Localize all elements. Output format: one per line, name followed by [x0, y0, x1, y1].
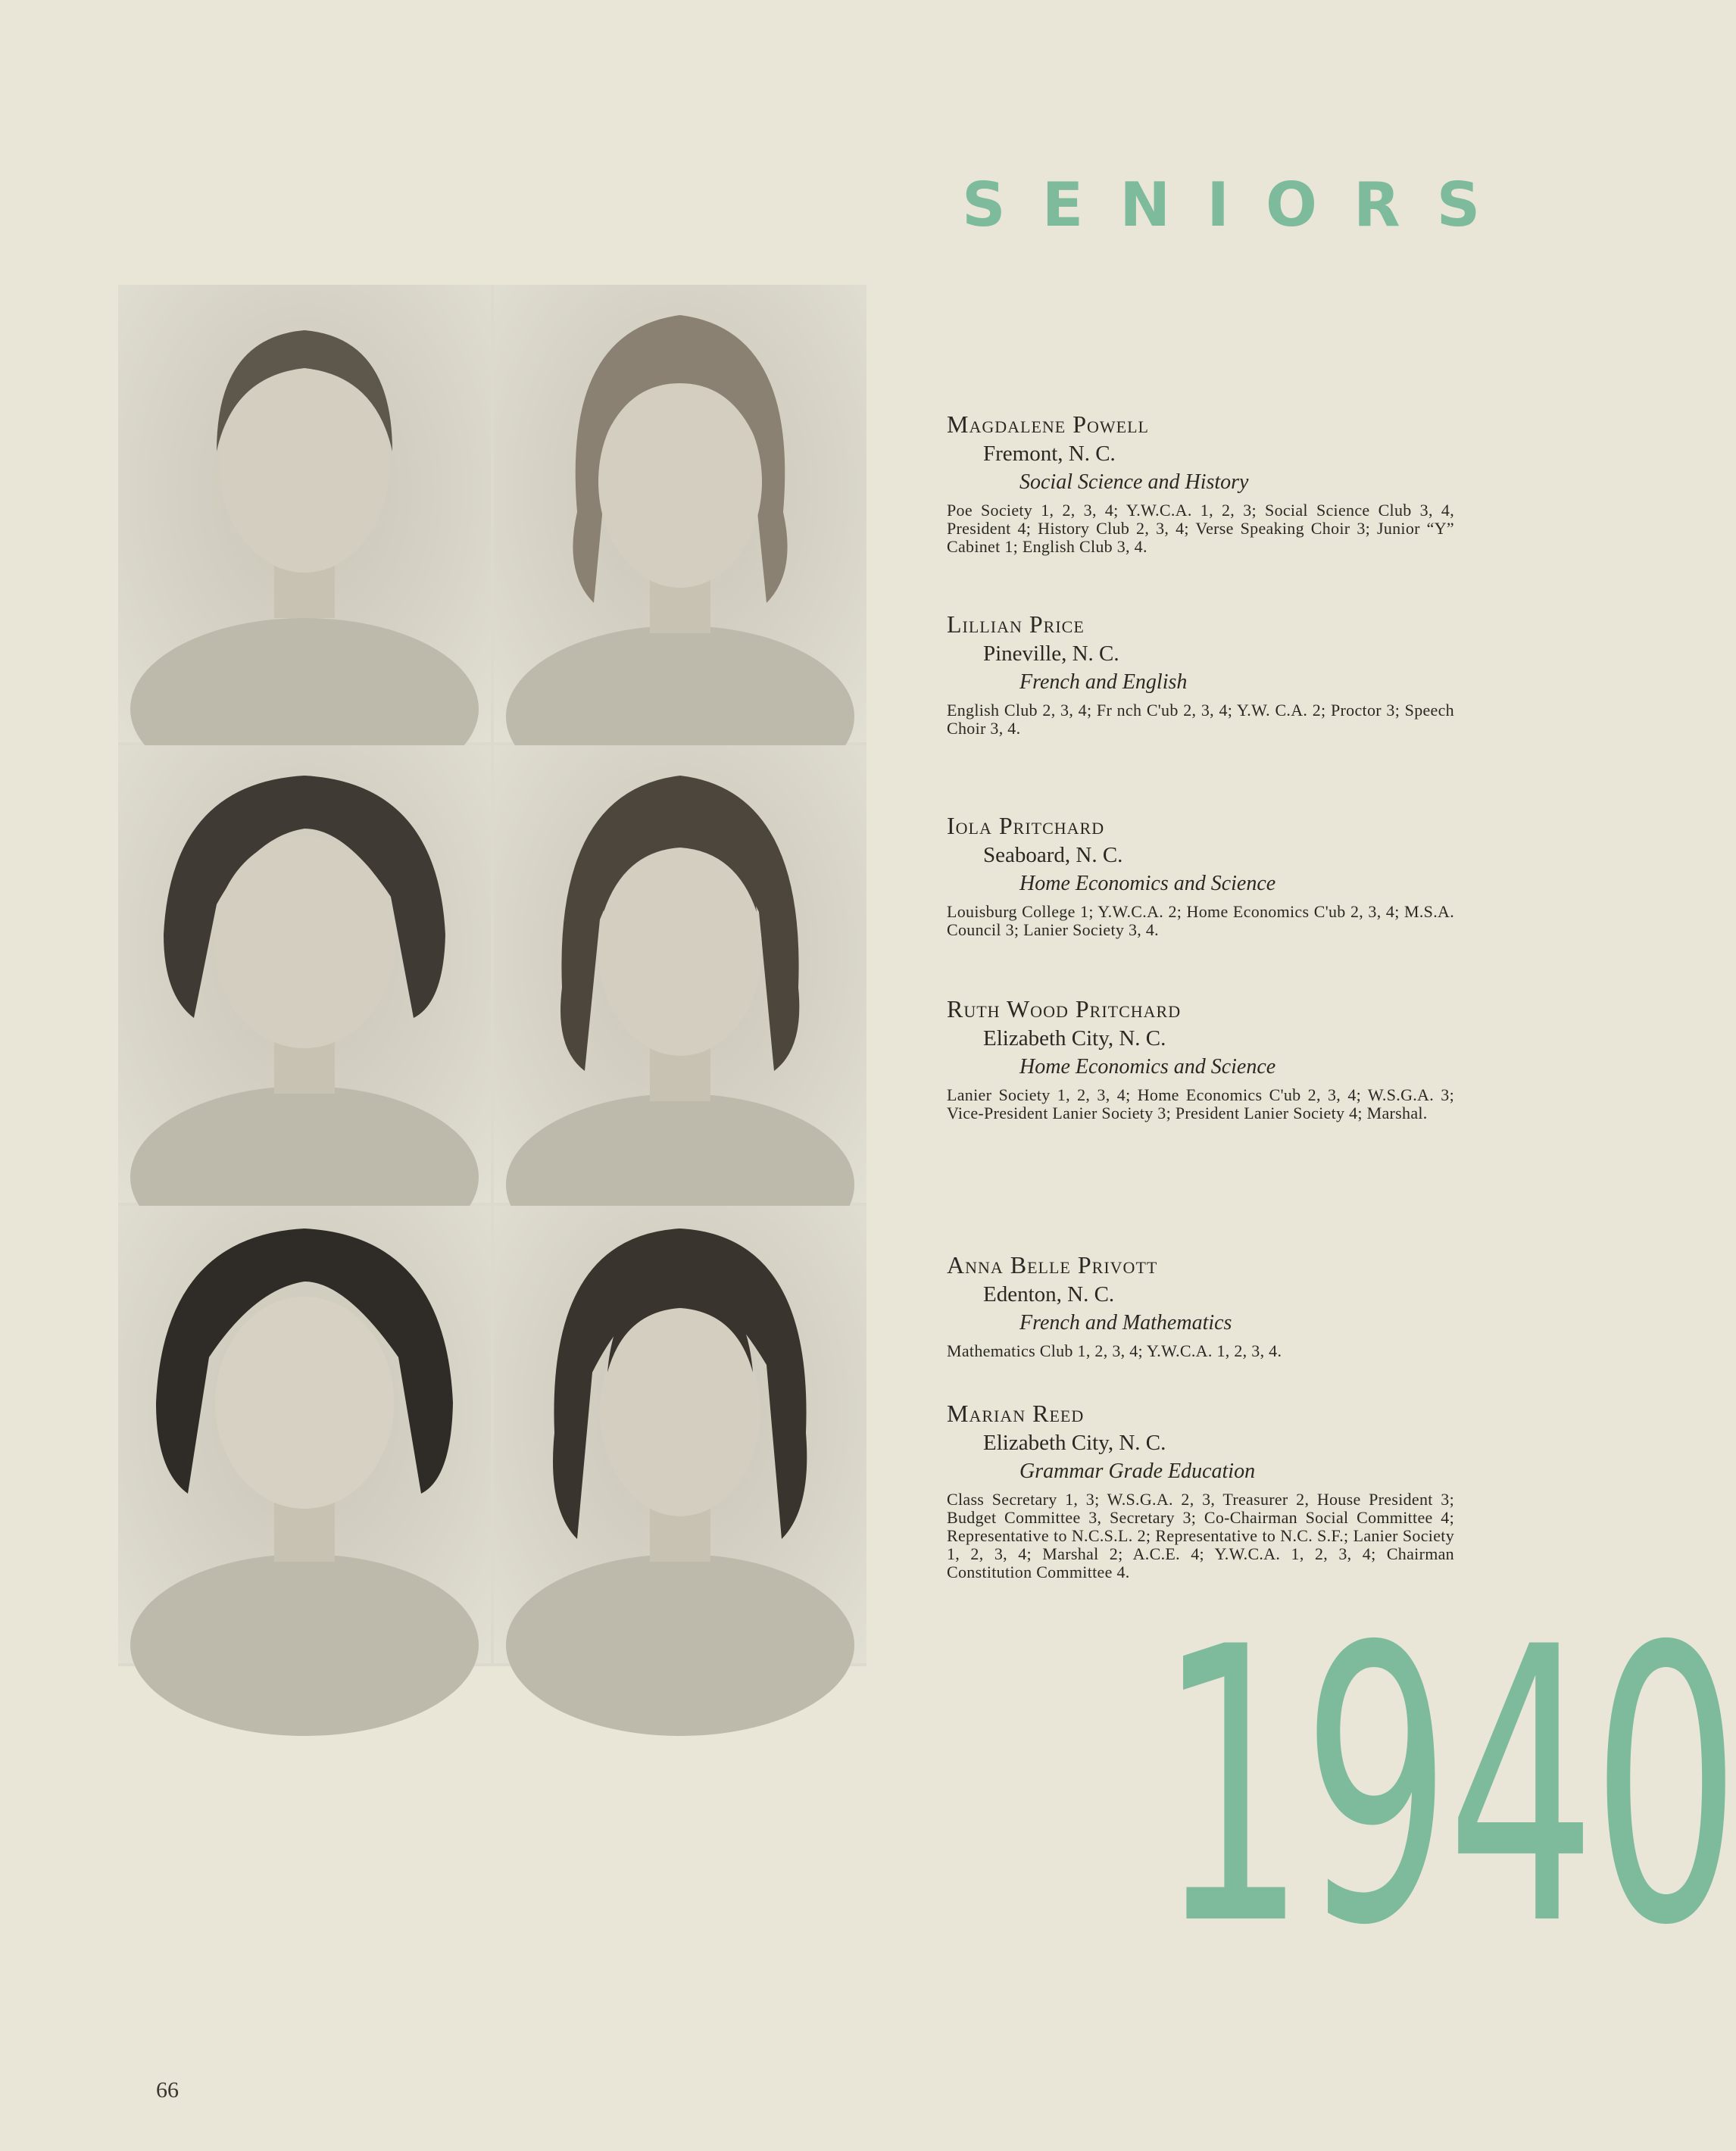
portrait-photo — [494, 745, 866, 1203]
portrait-photo — [118, 1206, 491, 1663]
senior-major: Home Economics and Science — [1019, 1055, 1276, 1079]
senior-entry — [947, 994, 1454, 1122]
senior-name: Lillian Price — [947, 610, 1085, 638]
senior-entry — [947, 1250, 1454, 1360]
portrait-photo — [118, 285, 491, 742]
senior-entry — [947, 1398, 1454, 1581]
senior-major: French and Mathematics — [1019, 1311, 1232, 1335]
class-year: 1940 — [1157, 1567, 1736, 2008]
portrait-photo — [494, 285, 866, 742]
senior-activities: Poe Society 1, 2, 3, 4; Y.W.C.A. 1, 2, 3; Social Science Club 3, 4, President 4; History Club 2, 3, 4; Verse Speaking Choir 3; Junior “Y” Cabinet 1; English Club 3, 4. — [947, 501, 1454, 556]
senior-name: Anna Belle Privott — [947, 1251, 1158, 1278]
senior-name: Marian Reed — [947, 1400, 1085, 1427]
senior-hometown: Elizabeth City, N. C. — [983, 1431, 1166, 1455]
senior-entry — [947, 810, 1454, 939]
senior-entry — [947, 609, 1454, 738]
senior-hometown: Fremont, N. C. — [983, 442, 1116, 466]
senior-name: Ruth Wood Pritchard — [947, 995, 1182, 1022]
portrait-grid — [118, 285, 866, 1666]
portrait-photo — [494, 1206, 866, 1663]
senior-activities: Class Secretary 1, 3; W.S.G.A. 2, 3, Treasurer 2, House President 3; Budget Committee 3, Secretary 3; Co-Chairman Social Committee 4; Representative to N.C.S.L. 2; Representative to N.C. S.F.; Lanier Society 1, 2, 3, 4; Marshal 2; A.C.E. 4; Y.W.C.A. 1, 2, 3, 4; Chairman Constitution Committee 4. — [947, 1490, 1454, 1581]
senior-activities: Louisburg College 1; Y.W.C.A. 2; Home Economics C'ub 2, 3, 4; M.S.A. Council 3; Lanier Society 3, 4. — [947, 902, 1454, 939]
senior-hometown: Edenton, N. C. — [983, 1282, 1115, 1307]
senior-hometown: Elizabeth City, N. C. — [983, 1026, 1166, 1051]
senior-activities: English Club 2, 3, 4; Fr nch C'ub 2, 3, 4; Y.W. C.A. 2; Proctor 3; Speech Choir 3, 4. — [947, 701, 1454, 738]
senior-hometown: Seaboard, N. C. — [983, 843, 1123, 867]
senior-activities: Mathematics Club 1, 2, 3, 4; Y.W.C.A. 1, 2, 3, 4. — [947, 1341, 1282, 1360]
senior-hometown: Pineville, N. C. — [983, 642, 1119, 666]
senior-major: Grammar Grade Education — [1019, 1459, 1256, 1483]
senior-major: French and English — [1019, 670, 1188, 694]
senior-entry — [947, 409, 1454, 556]
senior-major: Home Economics and Science — [1019, 872, 1276, 895]
page-number: 66 — [156, 2078, 179, 2103]
senior-activities: Lanier Society 1, 2, 3, 4; Home Economics C'ub 2, 3, 4; W.S.G.A. 3; Vice-President Lanier Society 3; President Lanier Society 4; Marshal. — [947, 1085, 1454, 1122]
senior-name: Iola Pritchard — [947, 812, 1105, 839]
page-title: SENIORS — [962, 170, 1517, 240]
senior-major: Social Science and History — [1019, 470, 1249, 494]
portrait-photo — [118, 745, 491, 1203]
senior-name: Magdalene Powell — [947, 411, 1149, 438]
